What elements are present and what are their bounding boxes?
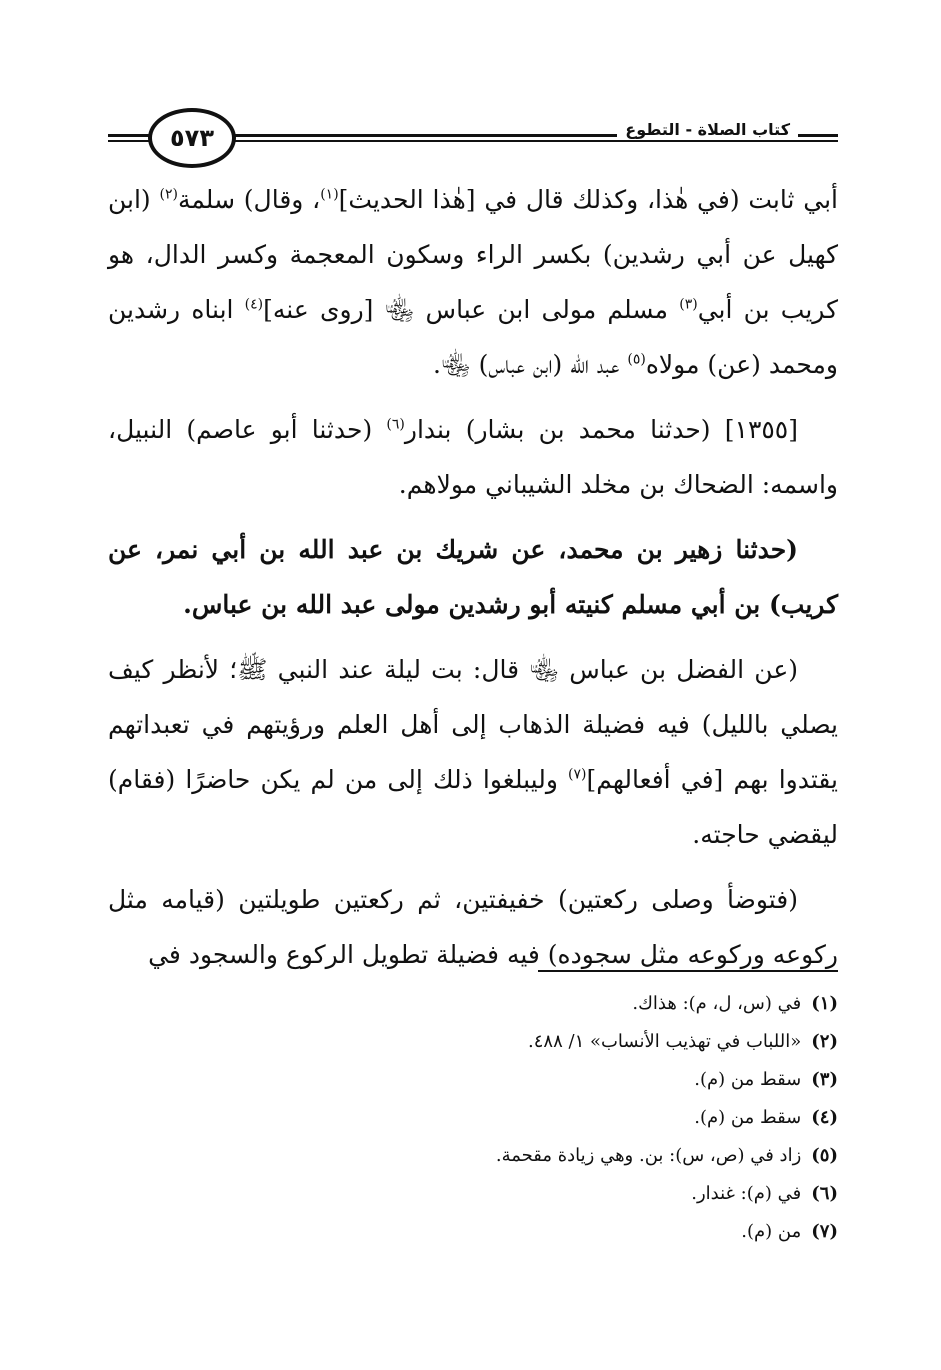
page-header bbox=[108, 108, 838, 168]
footnote-number: (٣) bbox=[811, 1069, 838, 1090]
footnote-number: (٥) bbox=[811, 1145, 838, 1166]
text-run: عبد الله (ابن عباس) ﵄. bbox=[432, 350, 628, 379]
footnote-4 bbox=[108, 1099, 838, 1137]
footnote-ref: (٦) bbox=[386, 416, 405, 433]
footnote-text: في (س، ل، م): هذاك. bbox=[632, 993, 802, 1014]
text-run: [١٣٥٥] (حدثنا محمد بن بشار) بندار bbox=[404, 415, 798, 444]
footnote-ref: (٧) bbox=[568, 766, 587, 783]
text-run: (فتوضأ وصلى ركعتين) خفيفتين، ثم ركعتين طويلتين (قيامه مثل ركوعه وركوعه مثل سجوده) فيه فضيلة تطويل الركوع والسجود في bbox=[108, 885, 838, 969]
footnotes bbox=[108, 985, 838, 1251]
page-number: ٥٧٣ bbox=[148, 108, 236, 168]
footnote-text: «اللباب في تهذيب الأنساب» ١/ ٤٨٨. bbox=[528, 1031, 802, 1052]
running-title: كتاب الصلاة - التطوع bbox=[617, 120, 798, 139]
paragraph-3 bbox=[108, 522, 838, 632]
paragraph-4 bbox=[108, 642, 838, 862]
text-run: ، وقال) سلمة bbox=[177, 185, 321, 214]
text-run: أبي ثابت (في هٰذا، وكذلك قال في [هٰذا الحديث] bbox=[338, 185, 838, 214]
footnote-7 bbox=[108, 1213, 838, 1251]
footnote-5 bbox=[108, 1137, 838, 1175]
footnote-text: سقط من (م). bbox=[694, 1069, 802, 1090]
text-run: (حدثنا زهير بن محمد، عن شريك بن عبد الله بن أبي نمر، عن كريب) بن أبي مسلم كنيته أبو رشدين مولى عبد الله بن عباس. bbox=[108, 535, 838, 619]
paragraph-1 bbox=[108, 172, 838, 392]
footnote-6 bbox=[108, 1175, 838, 1213]
footnote-number: (٤) bbox=[811, 1107, 838, 1128]
text-run: وليبلغوا ذلك إلى من لم يكن حاضرًا (فقام) ليقضي حاجته. bbox=[108, 765, 838, 849]
footnote-text: من (م). bbox=[741, 1221, 802, 1242]
footnote-ref: (١) bbox=[320, 186, 339, 203]
footnote-1 bbox=[108, 985, 838, 1023]
footnote-3 bbox=[108, 1061, 838, 1099]
footnote-text: زاد في (ص، س): بن. وهي زيادة مقحمة. bbox=[495, 1145, 802, 1166]
footnote-ref: (٤) bbox=[244, 296, 264, 313]
main-text bbox=[108, 172, 838, 992]
footnote-separator bbox=[538, 970, 838, 972]
text-run: ابناه رشدين ومحمد (عن) مولاه bbox=[108, 295, 838, 379]
text-run: (ابن كهيل عن أبي رشدين) بكسر الراء وسكون المعجمة وكسر الدال، هو كريب بن أبي bbox=[108, 185, 838, 324]
paragraph-2 bbox=[108, 402, 838, 512]
footnote-number: (٦) bbox=[811, 1183, 838, 1204]
footnote-ref: (٥) bbox=[627, 351, 646, 368]
footnote-ref: (٢) bbox=[159, 186, 178, 203]
footnote-number: (١) bbox=[811, 993, 838, 1014]
footnote-number: (٧) bbox=[811, 1221, 838, 1242]
footnote-text: سقط من (م). bbox=[694, 1107, 802, 1128]
footnote-ref: (٣) bbox=[679, 296, 698, 313]
text-run: (حدثنا أبو عاصم) النبيل، واسمه: الضحاك بن مخلد الشيباني مولاهم. bbox=[108, 415, 838, 499]
paragraph-5 bbox=[108, 872, 838, 982]
footnote-text: في (م): غندار. bbox=[691, 1183, 802, 1204]
text-run: مسلم مولى ابن عباس ﵄ [روى عنه] bbox=[263, 295, 680, 324]
footnote-number: (٢) bbox=[811, 1031, 838, 1052]
text-run: (عن الفضل بن عباس ﵄ قال: بت ليلة عند النبي ﷺ؛ لأنظر كيف يصلي بالليل) فيه فضيلة الذهاب إلى أهل العلم ورؤيتهم في تعبداتهم يقتدوا بهم [في أفعالهم] bbox=[108, 655, 838, 794]
footnote-2 bbox=[108, 1023, 838, 1061]
